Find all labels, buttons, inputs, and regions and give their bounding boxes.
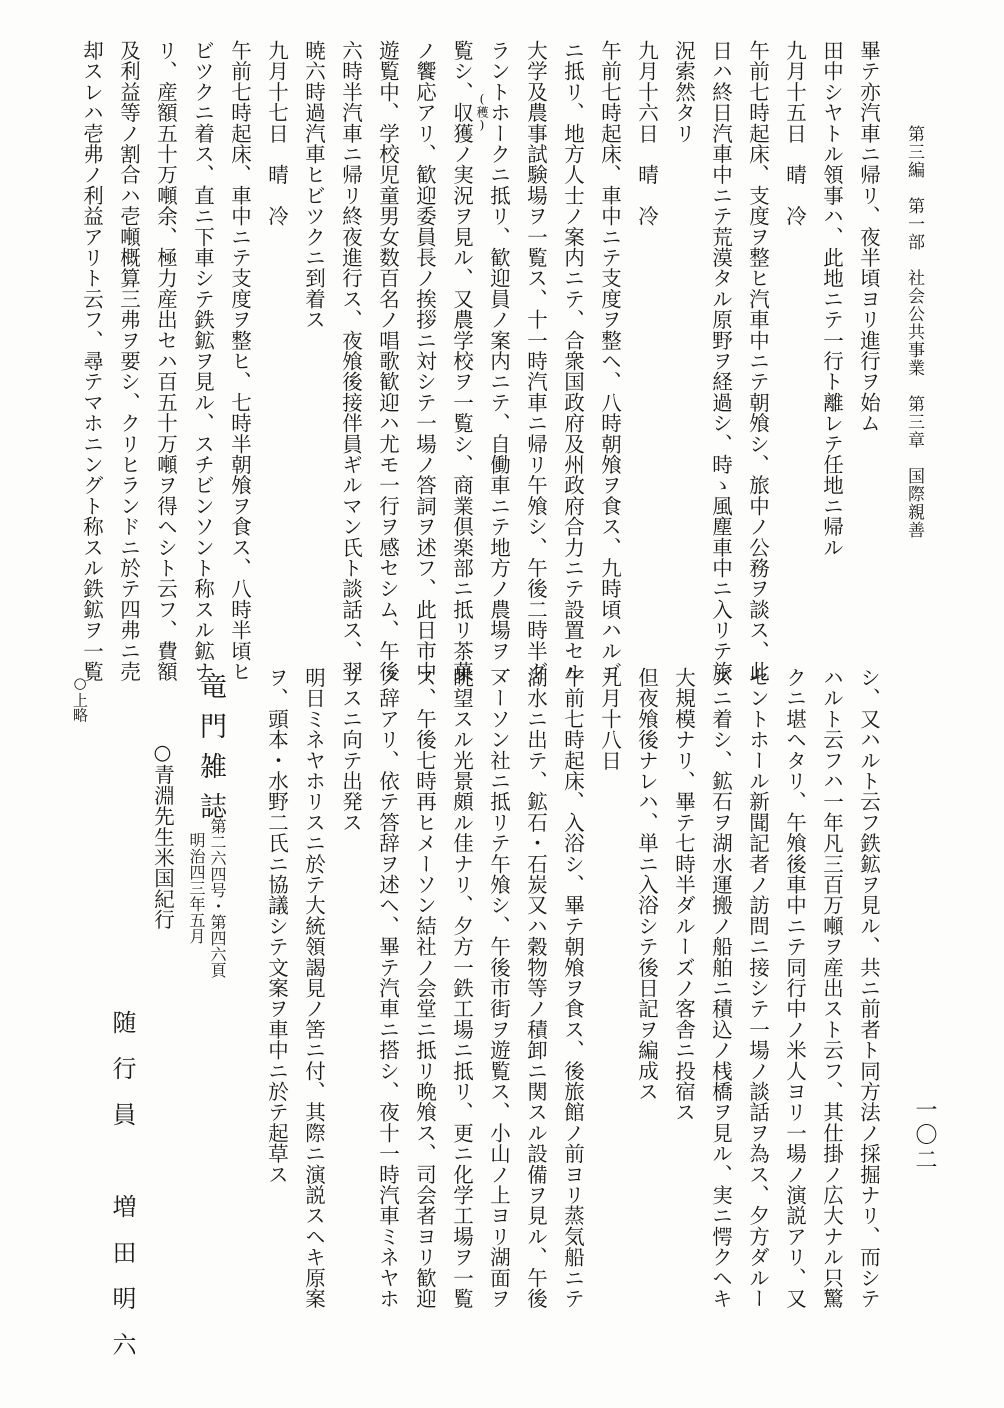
text-line: ス、午後七時再ヒメーソン結社ノ会堂ニ抵リ晩飧ス、司会者ヨリ歓迎: [412, 667, 437, 1309]
article-title: ○青淵先生米国紀行: [150, 740, 175, 930]
text-line: 午前七時起床、入浴シ、畢テ朝飧ヲ食ス、後旅館ノ前ヨリ蒸気船ニテ: [560, 667, 585, 1309]
text-line: 日ハ終日汽車中ニテ荒漠タル原野ヲ経過シ、時ゝ風塵車中ニ入リテ旅: [708, 40, 733, 682]
text-line: 大規模ナリ、畢テ七時半ダルーズノ客舎ニ投宿ス: [671, 667, 696, 1123]
text-line: 午前七時起床、支度ヲ整ヒ汽車中ニテ朝飧シ、旅中ノ公務ヲ談ス、此: [745, 40, 770, 682]
date-heading: 九月十七日 晴 冷: [264, 40, 289, 227]
text-line: ヲ、頭本・水野二氏ニ協議シテ文案ヲ車中ニ於テ起草ス: [264, 667, 289, 1185]
magazine-title: 竜門雑誌: [195, 672, 226, 832]
text-line: ビツクニ着ス、直ニ下車シテ鉄鉱ヲ見ル、スチビンソント称スル鉱ナ: [190, 40, 215, 682]
text-line: リスニ向テ出発ス: [338, 667, 363, 833]
text-line: ノ辞アリ、依テ答辞ヲ述ヘ、畢テ汽車ニ搭シ、夜十一時汽車ミネヤホ: [375, 667, 400, 1309]
ruby-annotation: (穫): [475, 92, 489, 132]
text-line: セントホール新聞記者ノ訪問ニ接シテ一場ノ談話ヲ為ス、夕方ダルー: [745, 667, 770, 1309]
text-line: 却スレハ壱弗ノ利益アリト云フ、尋テマホニングト称スル鉄鉱ヲ一覧: [79, 40, 104, 682]
text-line: シ、又ハルト云フ鉄鉱ヲ見ル、共ニ前者ト同方法ノ採掘ナリ、而シテ: [856, 667, 881, 1309]
text-line: ハルト云フハ一年凡三百万噸ヲ産出スト云フ、其仕掛ノ広大ナル只驚: [819, 667, 844, 1309]
text-line: 六時半汽車ニ帰リ終夜進行ス、夜飧後接伴員ギルマン氏ト談話ス、翌: [338, 40, 363, 682]
text-line: 田中シヤトル領事ハ、此地ニテ一行ト離レテ任地ニ帰ル: [819, 40, 844, 558]
text-line: 明日ミネヤホリスニ於テ大統領謁見ノ筈ニ付、其際ニ演説スヘキ原案: [301, 667, 326, 1309]
text-line: 及利益等ノ割合ハ壱噸概算三弗ヲ要シ、クリヒランドニ於テ四弗ニ売: [116, 40, 141, 682]
text-line: ラントホークニ抵リ、歓迎員ノ案内ニテ、自働車ニテ地方ノ農場ヲ一: [486, 40, 511, 682]
date-heading: 九月十六日 晴 冷: [634, 40, 659, 227]
issue-date: 明治四三年五月: [187, 832, 206, 944]
text-line: 午前七時起床、車中ニテ支度ヲ整ヒ、七時半朝飧ヲ食ス、八時半頃ヒ: [227, 40, 252, 682]
text-line: 眺望スル光景頗ル佳ナリ、夕方一鉄工場ニ抵リ、更ニ化学工場ヲ一覧: [449, 667, 474, 1309]
text-line: 覧シ、収獲ノ実況ヲ見ル、又農学校ヲ一覧シ、商業倶楽部ニ抵リ茶菓: [449, 40, 474, 682]
text-line: ニ抵リ、地方人士ノ案内ニテ、合衆国政府及州政府合力ニテ設置セル: [560, 40, 585, 682]
text-line: 畢テ亦汽車ニ帰リ、夜半頃ヨリ進行ヲ始ム: [856, 40, 881, 434]
date-heading: 九月十五日 晴 冷: [782, 40, 807, 227]
text-line: 大学及農事試験場ヲ一覧ス、十一時汽車ニ帰リ午飧シ、午後二時半グ: [523, 40, 548, 682]
text-line: クニ堪ヘタリ、午飧後車中ニテ同行中ノ米人ヨリ一場ノ演説アリ、又: [782, 667, 807, 1309]
text-line: 遊覧中、学校児童男女数百名ノ唱歌歓迎ハ尤モ一行ヲ感セシム、午後: [375, 40, 400, 682]
text-line: 暁六時過汽車ヒビツクニ到着ス: [301, 40, 326, 330]
date-heading: 九月十八日: [597, 667, 622, 771]
text-line: リ、産額五十万噸余、極力産出セハ百五十万噸ヲ得ヘシト云フ、費額: [153, 40, 178, 682]
running-head: 第三編 第一部 社会公共事業 第三章 国際親善: [904, 125, 924, 539]
author: 随行員 増田明六: [108, 1010, 136, 1378]
text-line: メーソン社ニ抵リテ午飧シ、午後市街ヲ遊覧ス、小山ノ上ヨリ湖面ヲ: [486, 667, 511, 1309]
text-line: 午前七時起床、車中ニテ支度ヲ整ヘ、八時朝飧ヲ食ス、九時頃ハルゴ: [597, 40, 622, 682]
text-line: 湖水ニ出テ、鉱石・石炭又ハ穀物等ノ積卸ニ関スル設備ヲ見ル、午後: [523, 667, 548, 1309]
text-line: 況索然タリ: [671, 40, 696, 144]
text-line: ノ饗応アリ、歓迎委員長ノ挨拶ニ対シテ一場ノ答詞ヲ述フ、此日市中: [412, 40, 437, 682]
text-line: 但夜飧後ナレハ、単ニ入浴シテ後日記ヲ編成ス: [634, 667, 659, 1102]
page-number: 一〇二: [912, 1098, 937, 1173]
text-line: ズニ着シ、鉱石ヲ湖水運搬ノ船舶ニ積込ノ桟橋ヲ見ル、実ニ愕クヘキ: [708, 667, 733, 1309]
issue-number: 第二六四号・第四六頁: [208, 818, 227, 978]
omission-note: ○上略: [71, 674, 89, 723]
